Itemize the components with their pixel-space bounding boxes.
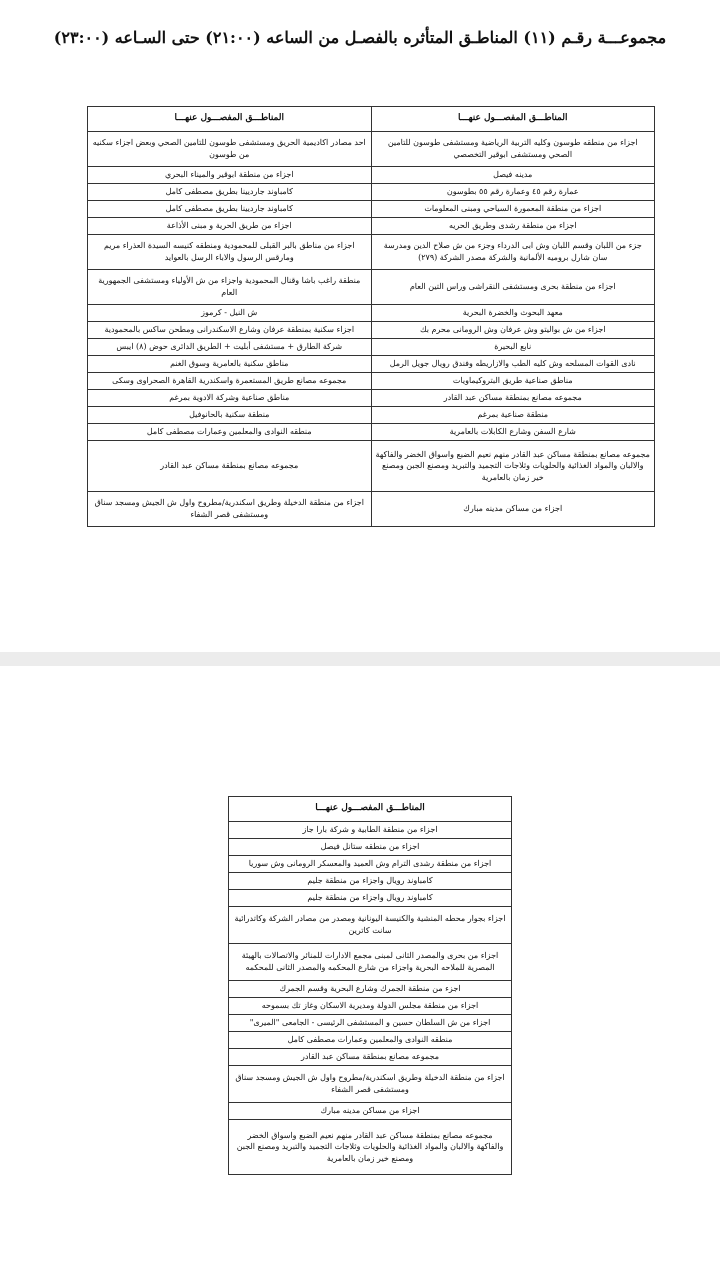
table-cell: مناطق صناعية طريق البتروكيماويات bbox=[371, 373, 655, 390]
table-cell: مجموعه مصانع بمنطقة مساكن عبد القادر منهم نعيم الضبع واسواق الخضر والفاكهة والالبان والمواد الغذائية والحلويات وثلاجات التجميد والتبريد ومصنع الجبن ومصنع خير زمان بالعامرية bbox=[371, 441, 655, 492]
table-row bbox=[88, 492, 655, 527]
table-row bbox=[88, 390, 655, 407]
table-row bbox=[88, 322, 655, 339]
table-row bbox=[88, 407, 655, 424]
table-cell: اجزاء من مساكن مدينه مبارك bbox=[229, 1103, 512, 1120]
table-cell: مدينه فيصل bbox=[371, 167, 655, 184]
table-cell: معهد البحوث والخضرة البحرية bbox=[371, 305, 655, 322]
table-row bbox=[88, 373, 655, 390]
table-row bbox=[88, 235, 655, 270]
column-header-left: المناطـــق المفصـــول عنهـــا bbox=[88, 107, 372, 132]
table-cell: ش النيل - كرموز bbox=[88, 305, 372, 322]
table-row bbox=[88, 441, 655, 492]
table-header-row bbox=[229, 797, 512, 822]
table-cell: مناطق صناعية وشركة الادوية بمرغم bbox=[88, 390, 372, 407]
table-cell: جزء من اللبان وقسم اللبان وش ابى الدرداء وجزء من ش صلاح الدين ومدرسة سان شارل بروميه الألمانية والشركة مصدر الشركة (٢٧٩) bbox=[371, 235, 655, 270]
areas-table-1 bbox=[87, 106, 655, 527]
table-cell: نابع البحيرة bbox=[371, 339, 655, 356]
table-row bbox=[229, 839, 512, 856]
table-row bbox=[88, 305, 655, 322]
table-row bbox=[88, 339, 655, 356]
table-cell: منطقه النوادى والمعلمين وعمارات مصطفى كامل bbox=[229, 1032, 512, 1049]
table-cell: اجزاء سكنية بمنطقة عرفان وشارع الاسكندرانى ومطحن ساكس بالمحمودية bbox=[88, 322, 372, 339]
table-row bbox=[229, 1120, 512, 1175]
table-cell: مجموعه مصانع بمنطقة مساكن عبد القادر bbox=[88, 441, 372, 492]
table-row bbox=[88, 201, 655, 218]
table-row bbox=[229, 890, 512, 907]
document-title: مجموعـــة رقـم (١١) المناطـق المتأثره بالفصـل من الساعه (٢١:٠٠) حتى السـاعه (٢٣:٠٠) bbox=[53, 28, 667, 47]
table-cell: منطقه النوادى والمعلمين وعمارات مصطفى كامل bbox=[88, 424, 372, 441]
table-row bbox=[88, 132, 655, 167]
table-cell: اجزاء من مساكن مدينه مبارك bbox=[371, 492, 655, 527]
table-header-row bbox=[88, 107, 655, 132]
table-cell: اجزاء من منطقة مجلس الدولة ومديرية الاسكان وغاز تك بسموحه bbox=[229, 998, 512, 1015]
table-cell: مجموعه مصانع بمنطقة مساكن عبد القادر bbox=[229, 1049, 512, 1066]
table-cell: نادى القوات المسلحه وش كليه الطب والازاريطه وفندق رويال جويل الرمل bbox=[371, 356, 655, 373]
table-cell: منطقة راغب باشا وقنال المحمودية واجزاء من ش الأولياء ومستشفى الجمهورية العام bbox=[88, 270, 372, 305]
table-cell: اجزاء من منطقة بحرى ومستشفى النقراشى وراس التين العام bbox=[371, 270, 655, 305]
table-cell: اجزاء من منطقة الدخيلة وطريق اسكندرية/مطروح واول ش الجيش ومسجد سناق ومستشفى قصر الشفاء bbox=[229, 1066, 512, 1103]
table-cell: كامباوند رويال واجزاء من منطقة جليم bbox=[229, 873, 512, 890]
table-cell: احد مصادر اكاديمية الحريق ومستشفى طوسون للتامين الصحي وبعض اجزاء سكنيه من طوسون bbox=[88, 132, 372, 167]
table-cell: شركة الطارق + مستشفى أبليت + الطريق الدائرى حوض (٨) ايبس bbox=[88, 339, 372, 356]
table-row bbox=[229, 873, 512, 890]
column-header-right: المناطـــق المفصـــول عنهـــا bbox=[371, 107, 655, 132]
table-row bbox=[88, 184, 655, 201]
table-cell: كامباوند جارديينا بطريق مصطفى كامل bbox=[88, 201, 372, 218]
table-cell: اجزاء من مناطق بالبر القبلى للمحمودية ومنطقه كنيسه السيدة العذراء مريم ومارقس الرسول والاباء الرسل بالعوايد bbox=[88, 235, 372, 270]
table-row bbox=[229, 944, 512, 981]
table-cell: اجزاء من منطقة الدخيلة وطريق اسكندرية/مطروح واول ش الجيش ومسجد سناق ومستشفى قصر الشفاء bbox=[88, 492, 372, 527]
table-cell: اجزاء من منطقة رشدى وطريق الحريه bbox=[371, 218, 655, 235]
table-row bbox=[88, 356, 655, 373]
table-cell: اجزاء بجوار محطه المنشية والكنيسة اليونانية ومصدر من مصادر الشركة وكاتدرائية سانت كاترين bbox=[229, 907, 512, 944]
table-cell: اجزاء من منطقة رشدى الترام وش العميد والمعسكر الرومانى وش سوريا bbox=[229, 856, 512, 873]
table-row bbox=[229, 822, 512, 839]
table-row bbox=[229, 1103, 512, 1120]
table-cell: شارع السفن وشارع الكابلات بالعامرية bbox=[371, 424, 655, 441]
table-cell: مجموعه مصانع بمنطقة مساكن عبد القادر منهم نعيم الضبع واسواق الخضر والفاكهة والالبان والمواد الغذائية والحلويات وثلاجات التجميد والتبريد ومصنع الجبن ومصنع خير زمان بالعامرية bbox=[229, 1120, 512, 1175]
page-separator bbox=[0, 652, 720, 666]
table-row bbox=[229, 1032, 512, 1049]
table-cell: اجزاء من منطقه طوسون وكليه التربية الرياضية ومستشفى طوسون للتامين الصحي ومستشفى ابوقير التخصصي bbox=[371, 132, 655, 167]
table-row bbox=[88, 424, 655, 441]
table-row bbox=[229, 907, 512, 944]
table-row bbox=[88, 167, 655, 184]
table-row bbox=[229, 856, 512, 873]
table-cell: مناطق سكنية بالعامرية وسوق الغنم bbox=[88, 356, 372, 373]
document-page-2 bbox=[0, 666, 720, 1269]
table-row bbox=[88, 218, 655, 235]
table-cell: اجزاء من ش بواليتو وش عرفان وش الرومانى محرم بك bbox=[371, 322, 655, 339]
table-cell: اجزاء من طريق الحرية و مبنى الأذاعة bbox=[88, 218, 372, 235]
table-row bbox=[88, 270, 655, 305]
table-row bbox=[229, 998, 512, 1015]
table-cell: كامباوند رويال واجزاء من منطقة جليم bbox=[229, 890, 512, 907]
areas-table-2 bbox=[228, 796, 512, 1175]
table-row bbox=[229, 981, 512, 998]
table-cell: مجموعه مصانع بمنطقة مساكن عبد القادر bbox=[371, 390, 655, 407]
column-header: المناطـــق المفصـــول عنهـــا bbox=[229, 797, 512, 822]
table-cell: مجموعه مصانع طريق المستعمرة واسكندرية القاهرة الصحراوى وسكى bbox=[88, 373, 372, 390]
table-cell: اجزاء من منطقة ابوقير والميناء البحري bbox=[88, 167, 372, 184]
table-cell: اجزاء من منطقة المعمورة السياحي ومبنى المعلومات bbox=[371, 201, 655, 218]
table-cell: اجزاء من ش السلطان حسين و المستشفى الرئيسى - الجامعى "الميرى" bbox=[229, 1015, 512, 1032]
table-cell: اجزء من منطقة الجمرك وشارع البحرية وقسم الجمرك bbox=[229, 981, 512, 998]
table-row bbox=[229, 1049, 512, 1066]
table-cell: منطقة صناعية بمرغم bbox=[371, 407, 655, 424]
table-cell: كامباوند جارديينا بطريق مصطفى كامل bbox=[88, 184, 372, 201]
table-row bbox=[229, 1015, 512, 1032]
table-row bbox=[229, 1066, 512, 1103]
table-cell: اجزاء من بحرى والمصدر الثانى لمبنى مجمع الادارات للمنائر والاتصالات بالهيئة المصرية للملاحه البحرية واجزاء من شارع المحكمه والمصدر الثانى للمحكمه bbox=[229, 944, 512, 981]
table-cell: اجزاء من منطقة الطابية و شركة بارا جاز bbox=[229, 822, 512, 839]
table-cell: عمارة رقم ٤٥ وعمارة رقم ٥٥ بطوسون bbox=[371, 184, 655, 201]
table-cell: منطقة سكنية بالحانوفيل bbox=[88, 407, 372, 424]
table-cell: اجزاء من منطقه ستانل فيصل bbox=[229, 839, 512, 856]
